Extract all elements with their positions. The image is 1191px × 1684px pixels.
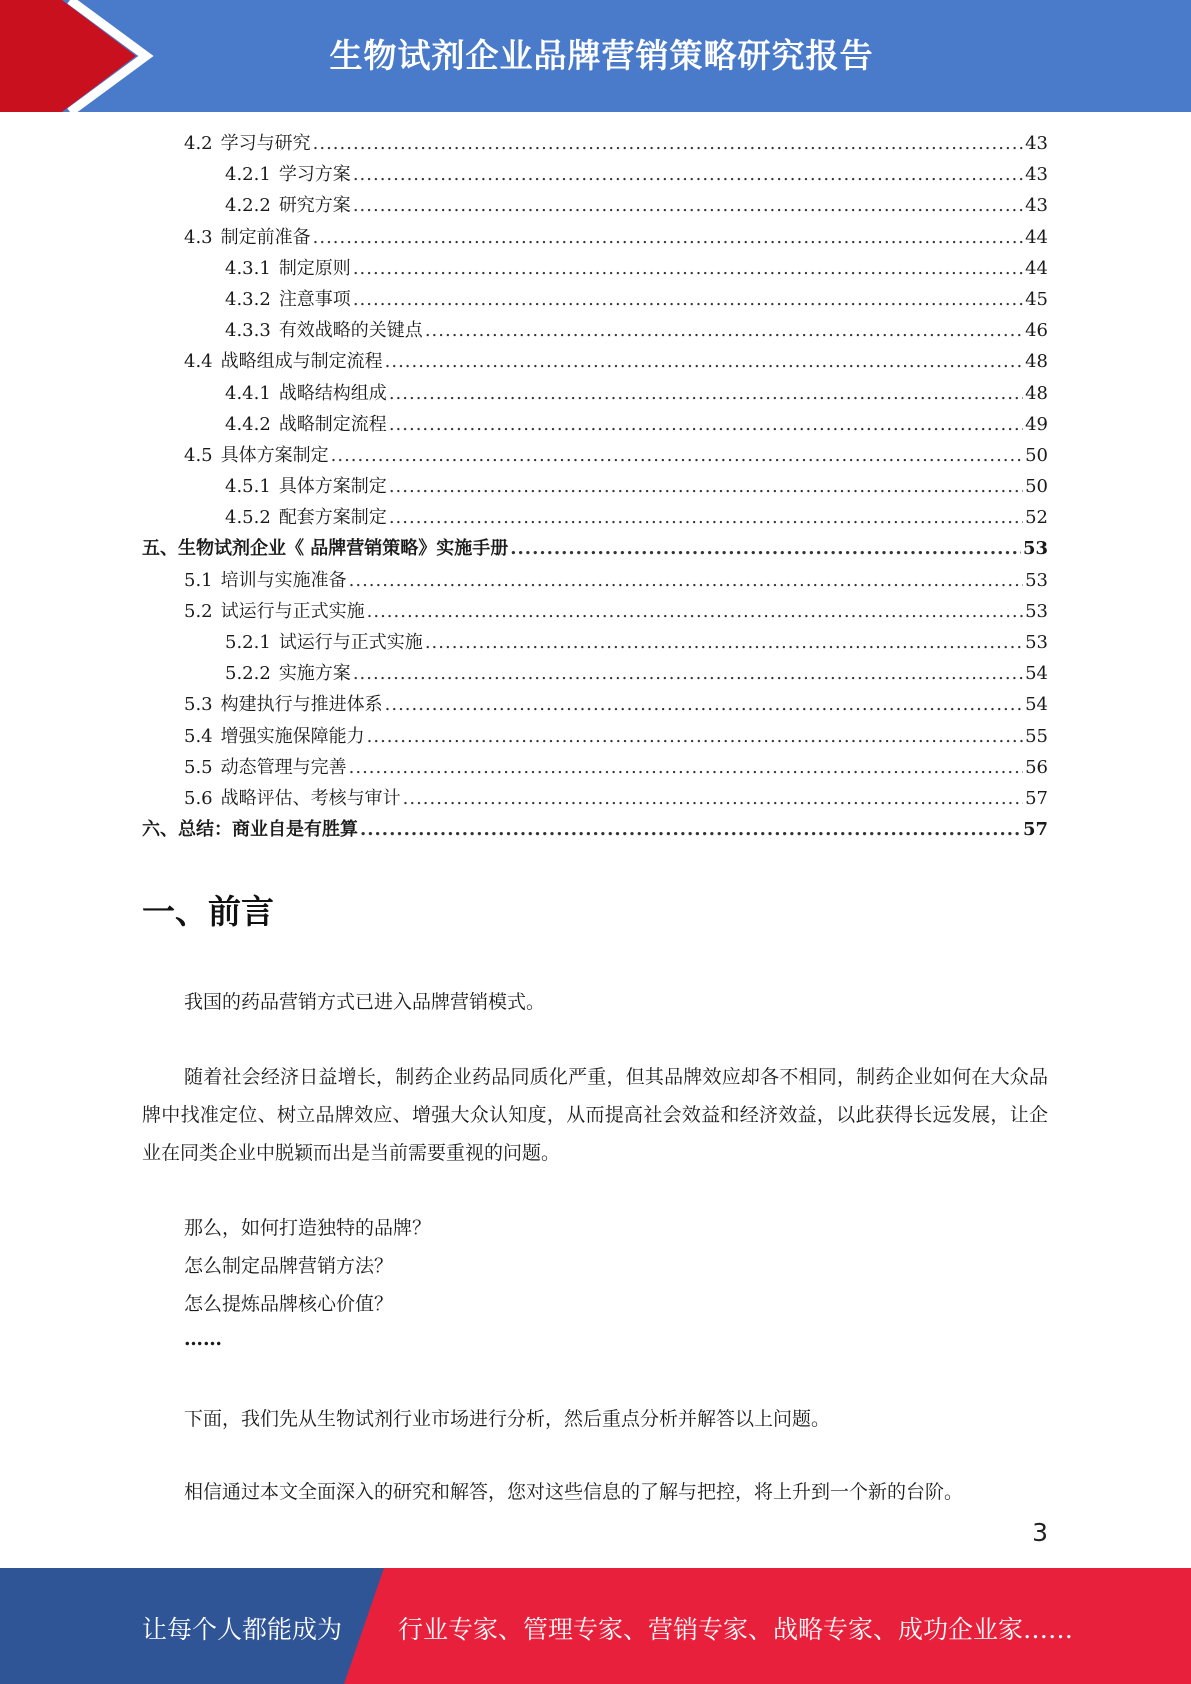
toc-entry[interactable] <box>142 596 1048 627</box>
toc-entry[interactable] <box>142 658 1048 689</box>
toc-entry-title: 试运行与正式实施 <box>278 632 423 653</box>
toc-entry-number: 5.2 <box>184 600 213 622</box>
toc-dot-leader <box>353 658 1023 689</box>
toc-entry-number: 5.2.1 <box>225 632 271 653</box>
toc-entry-title: 战略评估、考核与审计 <box>220 787 401 809</box>
footer-slogan-left: 让每个人都能成为 <box>142 1615 343 1644</box>
toc-entry-number: 4.3.1 <box>225 257 271 279</box>
toc-entry[interactable] <box>142 721 1048 752</box>
toc-dot-leader <box>403 783 1023 814</box>
toc-entry-page: 43 <box>1025 164 1048 186</box>
toc-entry[interactable] <box>142 471 1048 502</box>
toc-entry-page: 57 <box>1022 819 1048 841</box>
toc-entry-page: 57 <box>1025 787 1048 809</box>
toc-dot-leader <box>510 533 1021 564</box>
toc-entry-number: 4.2 <box>184 133 213 154</box>
paragraph-closing: 相信通过本文全面深入的研究和解答，您对这些信息的了解与把控，将上升到一个新的台阶。 <box>184 1481 964 1503</box>
toc-entry-page: 46 <box>1025 320 1048 342</box>
toc-entry-title: 实施方案 <box>278 663 351 685</box>
paragraph-next-steps: 下面，我们先从生物试剂行业市场进行分析，然后重点分析并解答以上问题。 <box>184 1408 831 1430</box>
toc-dot-leader <box>353 284 1023 315</box>
toc-entry-number: 4.3.3 <box>225 320 271 342</box>
toc-entry-page: 54 <box>1025 694 1048 716</box>
toc-entry-page: 49 <box>1025 413 1048 435</box>
table-of-contents <box>142 128 1048 845</box>
toc-entry-page: 56 <box>1025 756 1048 778</box>
section-heading: 一、前言 <box>142 892 274 931</box>
toc-entry-page: 53 <box>1025 632 1048 653</box>
toc-entry[interactable] <box>142 159 1048 190</box>
toc-entry-number: 4.5 <box>184 444 213 466</box>
page-number: 3 <box>1032 1518 1048 1547</box>
toc-entry-page: 43 <box>1025 133 1048 154</box>
toc-entry-page: 53 <box>1022 538 1048 560</box>
toc-dot-leader <box>367 721 1023 752</box>
toc-entry-page: 44 <box>1025 226 1048 248</box>
toc-entry-number: 5.5 <box>184 756 213 778</box>
toc-dot-leader <box>389 409 1023 440</box>
toc-entry-number: 4.5.1 <box>225 476 271 498</box>
toc-entry-number: 5.1 <box>184 569 213 591</box>
toc-entry-page: 52 <box>1025 507 1048 529</box>
ellipsis-line: …… <box>184 1328 222 1350</box>
toc-entry[interactable] <box>142 222 1048 253</box>
toc-dot-leader <box>313 128 1023 159</box>
toc-entry-title: 构建执行与推进体系 <box>220 694 383 716</box>
toc-entry[interactable] <box>142 253 1048 284</box>
toc-entry-number: 4.4 <box>184 351 213 373</box>
toc-entry-title: 配套方案制定 <box>278 507 387 529</box>
page-header <box>0 0 1191 112</box>
toc-entry[interactable] <box>142 752 1048 783</box>
toc-entry[interactable] <box>142 378 1048 409</box>
toc-entry[interactable] <box>142 409 1048 440</box>
toc-entry-number: 5.4 <box>184 725 213 747</box>
toc-entry-title: 六、总结：商业自是有胜算 <box>142 819 358 841</box>
toc-entry-title: 注意事项 <box>278 288 351 310</box>
toc-entry-number: 5.2.2 <box>225 663 271 685</box>
toc-entry-title: 战略制定流程 <box>278 413 387 435</box>
toc-dot-leader <box>331 440 1023 471</box>
toc-entry-title: 学习与研究 <box>220 133 311 154</box>
toc-entry-title: 具体方案制定 <box>278 476 387 498</box>
toc-entry-page: 53 <box>1025 600 1048 622</box>
toc-entry-number: 4.3.2 <box>225 288 271 310</box>
question-line: 那么，如何打造独特的品牌？ <box>184 1217 432 1239</box>
paragraph-intro: 我国的药品营销方式已进入品牌营销模式。 <box>184 991 546 1013</box>
toc-entry-number: 4.3 <box>184 226 213 248</box>
toc-dot-leader <box>349 565 1023 596</box>
question-line: 怎么制定品牌营销方法？ <box>184 1255 394 1277</box>
toc-entry-title: 研究方案 <box>278 195 351 217</box>
toc-entry-number: 4.4.2 <box>225 413 271 435</box>
toc-dot-leader <box>389 378 1023 409</box>
toc-entry[interactable] <box>142 315 1048 346</box>
toc-entry-number: 4.5.2 <box>225 507 271 529</box>
toc-dot-leader <box>360 814 1021 845</box>
toc-entry-page: 55 <box>1025 725 1048 747</box>
toc-entry-number: 5.6 <box>184 787 213 809</box>
toc-entry-title: 增强实施保障能力 <box>220 725 365 747</box>
toc-entry-title: 五、生物试剂企业《 品牌营销策略》实施手册 <box>142 538 509 560</box>
toc-entry-title: 制定原则 <box>278 257 351 279</box>
paragraph-background: 随着社会经济日益增长，制药企业药品同质化严重，但其品牌效应却各不相同，制药企业如何在大众品牌中找准定位、树立品牌效应、增强大众认知度，从而提高社会效益和经济效益，以此获得长远发展，让企业在同类企业中脱颖而出是当前需要重视的问题。 <box>142 1066 1048 1164</box>
toc-entry-title: 学习方案 <box>278 164 351 186</box>
toc-entry-page: 53 <box>1025 569 1048 591</box>
toc-dot-leader <box>425 315 1023 346</box>
toc-entry[interactable] <box>142 689 1048 720</box>
toc-dot-leader <box>367 596 1023 627</box>
toc-entry-page: 43 <box>1025 195 1048 217</box>
toc-entry[interactable] <box>142 627 1048 658</box>
toc-entry[interactable] <box>142 565 1048 596</box>
toc-entry-number: 4.2.2 <box>225 195 271 217</box>
toc-entry[interactable] <box>142 190 1048 221</box>
toc-dot-leader <box>313 222 1023 253</box>
toc-entry[interactable] <box>142 346 1048 377</box>
toc-entry-number: 4.4.1 <box>225 382 271 404</box>
toc-entry-page: 44 <box>1025 257 1048 279</box>
toc-dot-leader <box>389 471 1023 502</box>
toc-entry[interactable] <box>142 814 1048 845</box>
toc-entry-page: 54 <box>1025 663 1048 685</box>
toc-entry-title: 动态管理与完善 <box>220 756 347 778</box>
toc-entry[interactable] <box>142 284 1048 315</box>
toc-entry[interactable] <box>142 533 1048 564</box>
toc-dot-leader <box>385 346 1023 377</box>
report-title: 生物试剂企业品牌营销策略研究报告 <box>329 36 874 75</box>
toc-entry-page: 50 <box>1025 444 1048 466</box>
toc-entry-page: 48 <box>1025 351 1048 373</box>
toc-entry-title: 战略结构组成 <box>278 382 387 404</box>
toc-entry-title: 战略组成与制定流程 <box>220 351 383 373</box>
toc-dot-leader <box>353 253 1023 284</box>
page-footer <box>0 1568 1191 1684</box>
toc-entry-page: 48 <box>1025 382 1048 404</box>
toc-dot-leader <box>349 752 1023 783</box>
toc-dot-leader <box>353 159 1023 190</box>
toc-entry-title: 试运行与正式实施 <box>220 600 365 622</box>
toc-entry-number: 5.3 <box>184 694 213 716</box>
toc-entry-title: 制定前准备 <box>220 226 311 248</box>
toc-dot-leader <box>389 502 1023 533</box>
toc-entry-number: 4.2.1 <box>225 164 271 186</box>
question-line: 怎么提炼品牌核心价值？ <box>184 1293 394 1315</box>
toc-dot-leader <box>353 190 1023 221</box>
toc-entry-page: 45 <box>1025 288 1048 310</box>
toc-dot-leader <box>385 689 1023 720</box>
toc-entry-title: 培训与实施准备 <box>220 569 347 591</box>
toc-dot-leader <box>425 627 1023 658</box>
toc-entry-title: 具体方案制定 <box>220 444 329 466</box>
toc-entry[interactable] <box>142 128 1048 159</box>
toc-entry-title: 有效战略的关键点 <box>278 320 423 342</box>
toc-entry[interactable] <box>142 783 1048 814</box>
toc-entry-page: 50 <box>1025 476 1048 498</box>
footer-slogan-right: 行业专家、管理专家、营销专家、战略专家、成功企业家…… <box>398 1615 1074 1644</box>
toc-entry[interactable] <box>142 502 1048 533</box>
toc-entry[interactable] <box>142 440 1048 471</box>
